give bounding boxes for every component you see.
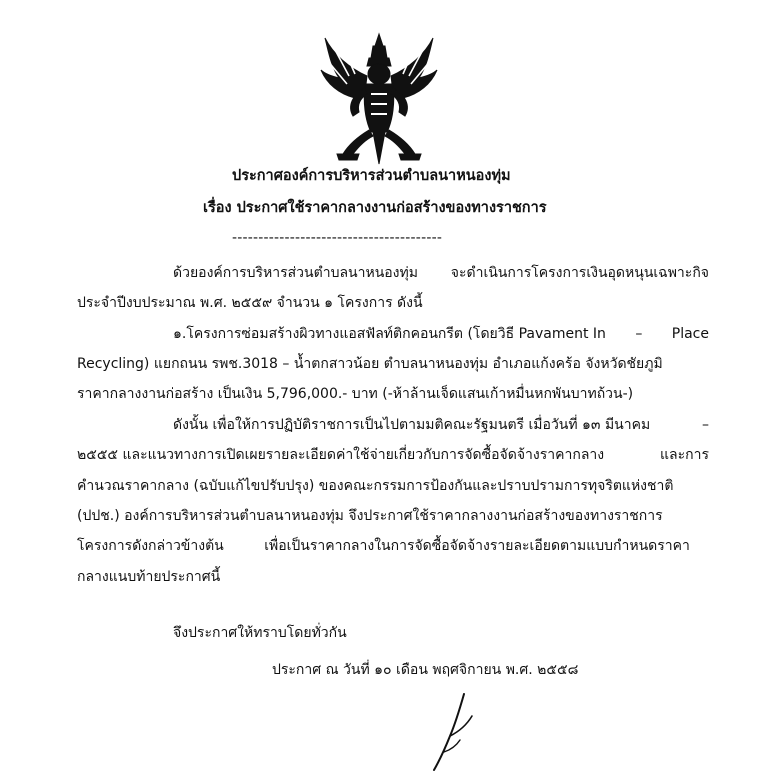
paragraph-body-line: (ปปช.) องค์การบริหารส่วนตำบลนาหนองทุ่ม จึงประกาศใช้ราคากลางงานก่อสร้างของทางราชการ xyxy=(77,508,663,524)
project-item-dash: – xyxy=(635,326,643,342)
body-dash: – xyxy=(702,417,709,433)
paragraph-body-line: คำนวณราคากลาง (ฉบับแก้ไขปรับปรุง) ของคณะกรรมการป้องกันและปราบปรามการทุจริตแห่งชาติ xyxy=(77,478,674,494)
paragraph-intro-line: ประจำปีงบประมาณ พ.ศ. ๒๕๕๙ จำนวน ๑ โครงการ ดังนี้ xyxy=(77,295,423,311)
announcement-date: ประกาศ ณ วันที่ ๑๐ เดือน พฤศจิกายน พ.ศ. ๒๕๕๘ xyxy=(272,662,579,678)
body-text: ๒๕๕๕ และแนวทางการเปิดเผยรายละเอียดค่าใช้จ่ายเกี่ยวกับการจัดซื้อจัดจ้างราคากลาง xyxy=(77,447,605,463)
title-separator: ---------------------------------------- xyxy=(232,230,443,246)
body-text: โครงการดังกล่าวข้างต้น xyxy=(77,538,224,554)
project-item-line: Recycling) แยกถนน รพช.3018 – น้ำตกสาวน้อย ตำบลนาหนองทุ่ม อำเภอแก้งคร้อ จังหวัดชัยภูมิ xyxy=(77,356,663,372)
document-title: ประกาศองค์การบริหารส่วนตำบลนาหนองทุ่ม xyxy=(232,168,511,184)
signature xyxy=(420,690,510,774)
intro-text-a: ด้วยองค์การบริหารส่วนตำบลนาหนองทุ่ม xyxy=(173,265,418,281)
paragraph-body-line xyxy=(77,536,690,556)
paragraph-body-line: กลางแนบท้ายประกาศนี้ xyxy=(77,569,221,585)
closing-statement: จึงประกาศให้ทราบโดยทั่วกัน xyxy=(173,625,347,641)
project-item-line xyxy=(173,324,709,344)
body-text: เพื่อเป็นราคากลางในการจัดซื้อจัดจ้างรายละเอียดตามแบบกำหนดราคา xyxy=(264,538,690,554)
project-item-text: Place xyxy=(671,326,709,342)
body-text: และการ xyxy=(660,447,709,463)
intro-text-b: จะดำเนินการโครงการเงินอุดหนุนเฉพาะกิจ xyxy=(450,265,709,281)
project-item-text: ๑.โครงการซ่อมสร้างผิวทางแอสฟัลท์ติกคอนกรีต (โดยวิธี Pavament In xyxy=(173,326,606,342)
garuda-emblem xyxy=(318,32,440,166)
document-subject: เรื่อง ประกาศใช้ราคากลางงานก่อสร้างของทางราชการ xyxy=(203,200,547,216)
body-text: ดังนั้น เพื่อให้การปฏิบัติราชการเป็นไปตามมติคณะรัฐมนตรี เมื่อวันที่ ๑๓ มีนาคม xyxy=(173,417,651,433)
project-price-line: ราคากลางงานก่อสร้าง เป็นเงิน 5,796,000.- บาท (-ห้าล้านเจ็ดแสนเก้าหมื่นหกพันบาทถ้วน-) xyxy=(77,386,634,402)
paragraph-body-line xyxy=(173,415,709,435)
paragraph-body-line xyxy=(77,445,709,465)
paragraph-intro-line xyxy=(173,263,709,283)
